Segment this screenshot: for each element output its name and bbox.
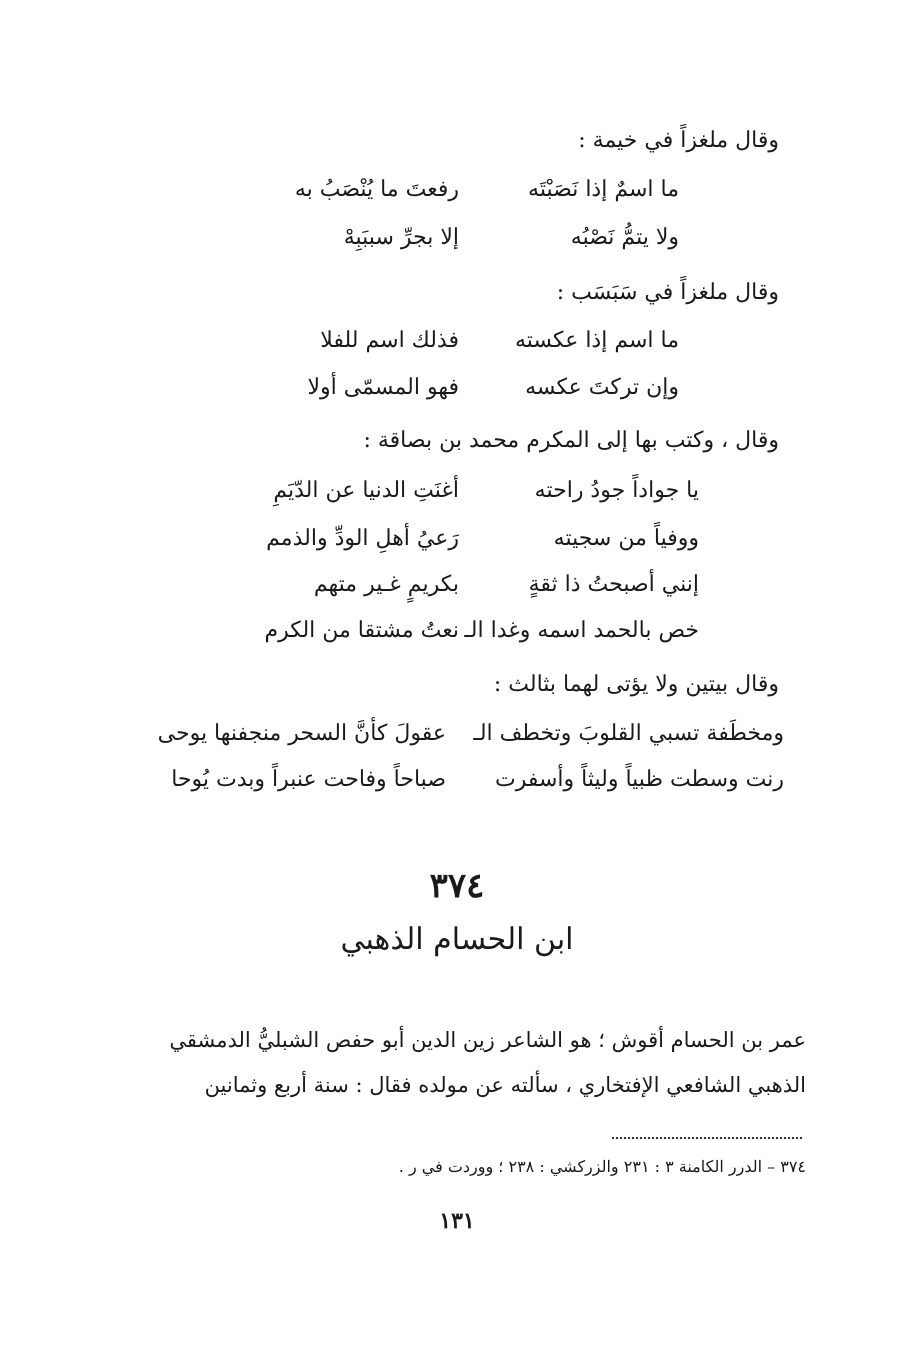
- page-number: ١٣١: [439, 1208, 475, 1234]
- verse-first-hemistich: يا جواداً جودُ راحته: [534, 478, 699, 503]
- verse-second-hemistich: رَعيُ أهلِ الودِّ والذمم: [266, 526, 459, 551]
- verse: [0, 177, 914, 217]
- verse-second-hemistich: فهو المسمّى أولا: [307, 375, 459, 400]
- footnote: ٣٧٤ – الدرر الكامنة ٣ : ٢٣١ والزركشي : ٢٣٨ ؛ ووردت في ر .: [398, 1157, 806, 1176]
- verse: [0, 721, 914, 761]
- verse: [0, 375, 914, 415]
- verse: [0, 328, 914, 368]
- verse-second-hemistich: عقولَ كأنَّ السحر منجفنها يوحى: [157, 721, 446, 746]
- poem-intro: وقال ملغزاً في خيمة :: [578, 128, 779, 153]
- poem-intro: وقال ملغزاً في سَبَسَب :: [556, 280, 779, 305]
- verse-first-hemistich: ووفياً من سجيته: [553, 526, 699, 551]
- entry-number: ٣٧٤: [429, 866, 485, 906]
- verse-first-hemistich: ومخطَفة تسبي القلوبَ وتخطف الـ: [473, 721, 784, 746]
- verse: [0, 618, 914, 658]
- verse-second-hemistich: فذلك اسم للفلا: [320, 328, 459, 353]
- verse-second-hemistich: رفعتَ ما يُنْصَبُ به: [294, 177, 459, 202]
- entry-title: ابن الحسام الذهبي: [340, 922, 574, 957]
- verse-first-hemistich: رنت وسطت ظبياً وليثاً وأسفرت: [495, 767, 784, 792]
- verse: [0, 572, 914, 612]
- verse-first-hemistich: ولا يتمُّ نَصْبُه: [570, 225, 679, 250]
- entry-text-line: عمر بن الحسام أقوش ؛ هو الشاعر زين الدين أبو حفص الشبليُّ الدمشقي: [169, 1028, 806, 1052]
- verse-first-hemistich: ما اسمٌ إذا نَصَبْتَه: [528, 177, 679, 202]
- verse-second-hemistich: صباحاً وفاحت عنبراً وبدت يُوحا: [171, 767, 446, 792]
- verse: [0, 478, 914, 518]
- verse-first-hemistich: خص بالحمد اسمه وغدا الـ: [464, 618, 699, 643]
- footnote-divider: [612, 1137, 802, 1139]
- verse-second-hemistich: أغنَتِ الدنيا عن الدّيَمِ: [273, 478, 459, 503]
- verse-second-hemistich: إلا بجرِّ سببَبِهْ: [343, 225, 459, 250]
- verse-first-hemistich: وإن تركتَ عكسه: [525, 375, 679, 400]
- verse: [0, 225, 914, 265]
- verse: [0, 526, 914, 566]
- verse-second-hemistich: بكريمٍ غـير متهم: [313, 572, 459, 597]
- verse-second-hemistich: نعتُ مشتقا من الكرم: [264, 618, 459, 643]
- verse: [0, 767, 914, 807]
- entry-text-line: الذهبي الشافعي الإفتخاري ، سألته عن مولده فقال : سنة أربع وثمانين: [204, 1073, 806, 1097]
- verse-first-hemistich: إنني أصبحتُ ذا ثقةٍ: [528, 572, 699, 597]
- poem-intro: وقال بيتين ولا يؤتى لهما بثالث :: [493, 672, 779, 697]
- verse-first-hemistich: ما اسم إذا عكسته: [514, 328, 679, 353]
- poem-intro: وقال ، وكتب بها إلى المكرم محمد بن بصاقة :: [363, 428, 779, 453]
